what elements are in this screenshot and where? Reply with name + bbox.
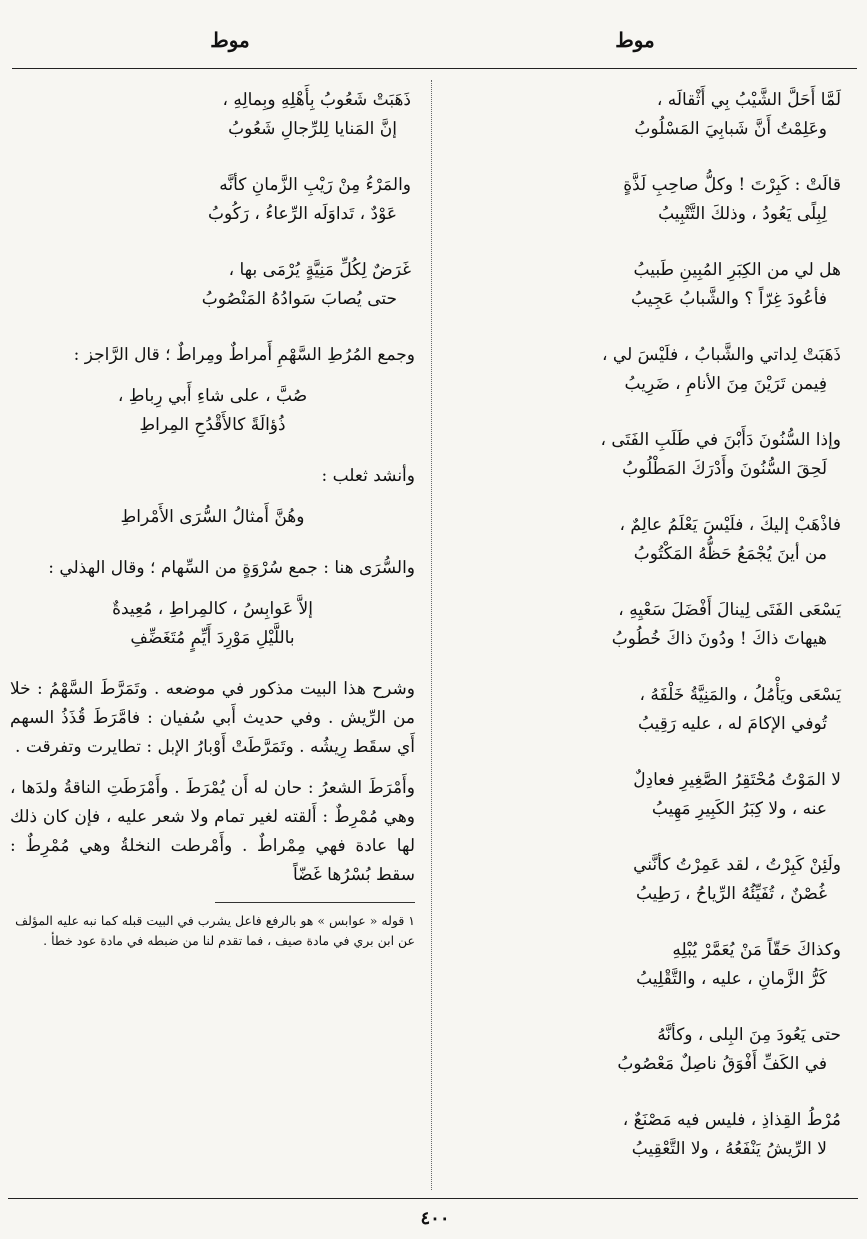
column-divider bbox=[431, 80, 432, 1190]
verse-line: باللَّيْلِ مَوْرِدَ أَيِّمٍ مُتَغَضِّفِ bbox=[130, 628, 295, 648]
verse bbox=[445, 1106, 845, 1164]
centered-verse bbox=[10, 503, 415, 532]
verse bbox=[445, 1021, 845, 1079]
verse bbox=[445, 171, 845, 229]
verse bbox=[445, 511, 845, 569]
verse-line: ذَهَبَتْ شَعُوبُ بِأَهْلِهِ وبِمالِهِ ، bbox=[222, 90, 411, 110]
verse-line: لا المَوْتُ مُحْتَقِرُ الصَّغِيرِ فعادِلٌ bbox=[633, 770, 841, 790]
verse-line: وإذا السُّنُونَ دَأَبْنَ في طَلَبِ الفَتَى ، bbox=[600, 430, 841, 450]
footnote-rule bbox=[215, 902, 415, 903]
verse-line: مُرْطُ القِذاذِ ، فليس فيه مَصْنَعٌ ، bbox=[622, 1110, 841, 1130]
verse-line: لَمَّا أَحَلَّ الشَّيْبُ بِي أَثْقالَه ، bbox=[656, 90, 841, 110]
running-head-left: موط bbox=[210, 28, 250, 52]
verse-line: حتى يَعُودَ مِنَ البِلى ، وكأنَّهُ bbox=[657, 1025, 841, 1045]
footnote: ١ قوله « عوابس » هو بالرفع فاعل يشرب في البيت قبله كما نبه عليه المؤلف عن ابن بري في مادة صيف ، فما تقدم لنا من ضبطه في مادة عود خطأ . bbox=[15, 913, 415, 948]
verse-line: إنَّ المَنايا لِلرِّجالِ شَعُوبُ bbox=[228, 119, 397, 139]
header-rule bbox=[12, 68, 857, 69]
verse-line: غُصْنٌ ، تُفَيِّئُهُ الرِّياحُ ، رَطِيبُ bbox=[635, 884, 827, 904]
verse bbox=[445, 936, 845, 994]
left-verses bbox=[10, 86, 415, 314]
verse-line: والمَرْءُ مِنْ رَيْبِ الزَّمانِ كأنَّه bbox=[219, 175, 411, 195]
verse-line: ذَهَبَتْ لِداتي والشَّبابُ ، فلَيْسَ لي ، bbox=[602, 345, 841, 365]
verse-line: فِيمن تَرَيْنَ مِنَ الأنامِ ، ضَرِيبُ bbox=[624, 374, 827, 394]
verse-line: فأعُودَ غِرّاً ؟ والشَّبابُ عَجِيبُ bbox=[631, 289, 827, 309]
prose-paragraph: وجمع المُرُطِ السَّهْمِ أَمراطٌ ومِراطٌ ؛ قال الرَّاجز : bbox=[73, 345, 415, 365]
verse bbox=[445, 681, 845, 739]
verse-line: قالَتْ : كَبِرْتَ ! وكلُّ صاحِبِ لَذَّةٍ bbox=[623, 175, 841, 195]
verse-line: كَرُّ الزَّمانِ ، عليه ، والتَّقْلِيبُ bbox=[636, 969, 827, 989]
verse-line: لَحِقَ السُّنُونَ وأَدْرَكَ المَطْلُوبُ bbox=[622, 459, 827, 479]
verse-line: عَوْدٌ ، تَداوَلَه الرِّعاءُ ، رَكُوبُ bbox=[207, 204, 397, 224]
verse bbox=[445, 256, 845, 314]
left-column bbox=[10, 86, 415, 951]
verse-line: من أينَ يُجْمَعُ حَظُّهُ المَكْتُوبُ bbox=[633, 544, 827, 564]
centered-verse bbox=[10, 595, 415, 653]
page-number: ٤٠٠ bbox=[420, 1208, 450, 1229]
verse-line: وهُنَّ أَمثالُ السُّرَى الأَمْراطِ bbox=[120, 507, 305, 527]
verse bbox=[445, 766, 845, 824]
verse bbox=[445, 596, 845, 654]
prose-paragraph: وشرح هذا البيت مذكور في موضعه . وتَمَرَّطَ السَّهْمُ : خلا من الرِّيش . وفي حديث أَبي سُفيان : فامَّرَطَ قُذَذُ السهم أَي سقَط رِيشُه . وتَمَرَّطَتْ أَوْبارُ الإبل : تطايرت وتفرقت . bbox=[10, 679, 415, 757]
verse-line: تُوفي الإكامَ له ، عليه رَقِيبُ bbox=[637, 714, 827, 734]
verse bbox=[10, 171, 415, 229]
verse-line: وكذاكَ حَقّاً مَنْ يُعَمَّرْ يُبْلِهِ bbox=[672, 940, 841, 960]
centered-verse bbox=[10, 382, 415, 440]
verse-line: إلاَّ عَوابِسُ ، كالمِراطِ ، مُعِيدةٌ bbox=[112, 599, 313, 619]
right-column bbox=[445, 86, 845, 1191]
verse-line: يَسْعَى الفَتَى لِينالَ أَفْضَلَ سَعْيِهِ ، bbox=[618, 600, 841, 620]
verse-line: هيهاتَ ذاكَ ! ودُونَ ذاكَ خُطُوبُ bbox=[611, 629, 827, 649]
prose-paragraph: وأَمْرَطَ الشعرُ : حان له أَن يُمْرَطَ . وأَمْرَطَتِ الناقةُ ولدَها ، وهي مُمْرِطٌ : أَلقته لغير تمام ولا شعر عليه ، فإن كان ذلك لها عادة فهي مِمْراطٌ . وأَمْرطت النخلةُ وهي مُمْرِطٌ : سقط بُسْرُها غَضّاً bbox=[10, 778, 415, 885]
verse-line: وعَلِمْتُ أَنَّ شَبابِيَ المَسْلُوبُ bbox=[634, 119, 827, 139]
verse bbox=[445, 341, 845, 399]
verse-line: غَرَضٌ لِكُلِّ مَنِيَّةٍ يُرْمَى بها ، bbox=[228, 260, 411, 280]
verse-line: فاذْهَبْ إليكَ ، فلَيْسَ يَعْلَمُ عالِمٌ ، bbox=[619, 515, 841, 535]
prose-paragraph: وأنشد ثعلب : bbox=[321, 466, 415, 486]
verse-line: صُبَّ ، على شاءِ أَبي رِباطِ ، bbox=[117, 386, 308, 406]
verse-line: يَسْعَى ويَأْمُلُ ، والمَنِيَّةُ خَلْفَهُ ، bbox=[639, 685, 841, 705]
prose-paragraph: والسُّرَى هنا : جمع سُرْوَةٍ من السِّهام ؛ وقال الهذلي : bbox=[48, 558, 415, 578]
running-head-right: موط bbox=[615, 28, 655, 52]
verse bbox=[10, 256, 415, 314]
verse bbox=[445, 426, 845, 484]
verse-line: ولَئِنْ كَبِرْتُ ، لقد عَمِرْتُ كأنَّني bbox=[633, 855, 841, 875]
verse-line: عنه ، ولا كِبَرُ الكَبِيرِ مَهِيبُ bbox=[651, 799, 827, 819]
right-verses bbox=[445, 86, 845, 1164]
footer-rule bbox=[8, 1198, 858, 1199]
verse-line: في الكَفِّ أَفْوَقُ ناصِلٌ مَعْصُوبُ bbox=[617, 1054, 827, 1074]
verse bbox=[445, 851, 845, 909]
verse-line: حتى يُصابَ سَوادُهُ المَنْصُوبُ bbox=[201, 289, 397, 309]
verse bbox=[10, 86, 415, 144]
verse-line: لِبِلًى يَعُودُ ، وذلكَ التَّتْبِيبُ bbox=[658, 204, 827, 224]
verse-line: ذُؤالَةً كالأَقْدُحِ المِراطِ bbox=[139, 415, 286, 435]
verse-line: لا الرِّيشُ يَنْفَعُهُ ، ولا التَّعْقِيبُ bbox=[631, 1139, 827, 1159]
verse bbox=[445, 86, 845, 144]
verse-line: هل لي من الكِبَرِ المُبِينِ طَبيبُ bbox=[633, 260, 841, 280]
